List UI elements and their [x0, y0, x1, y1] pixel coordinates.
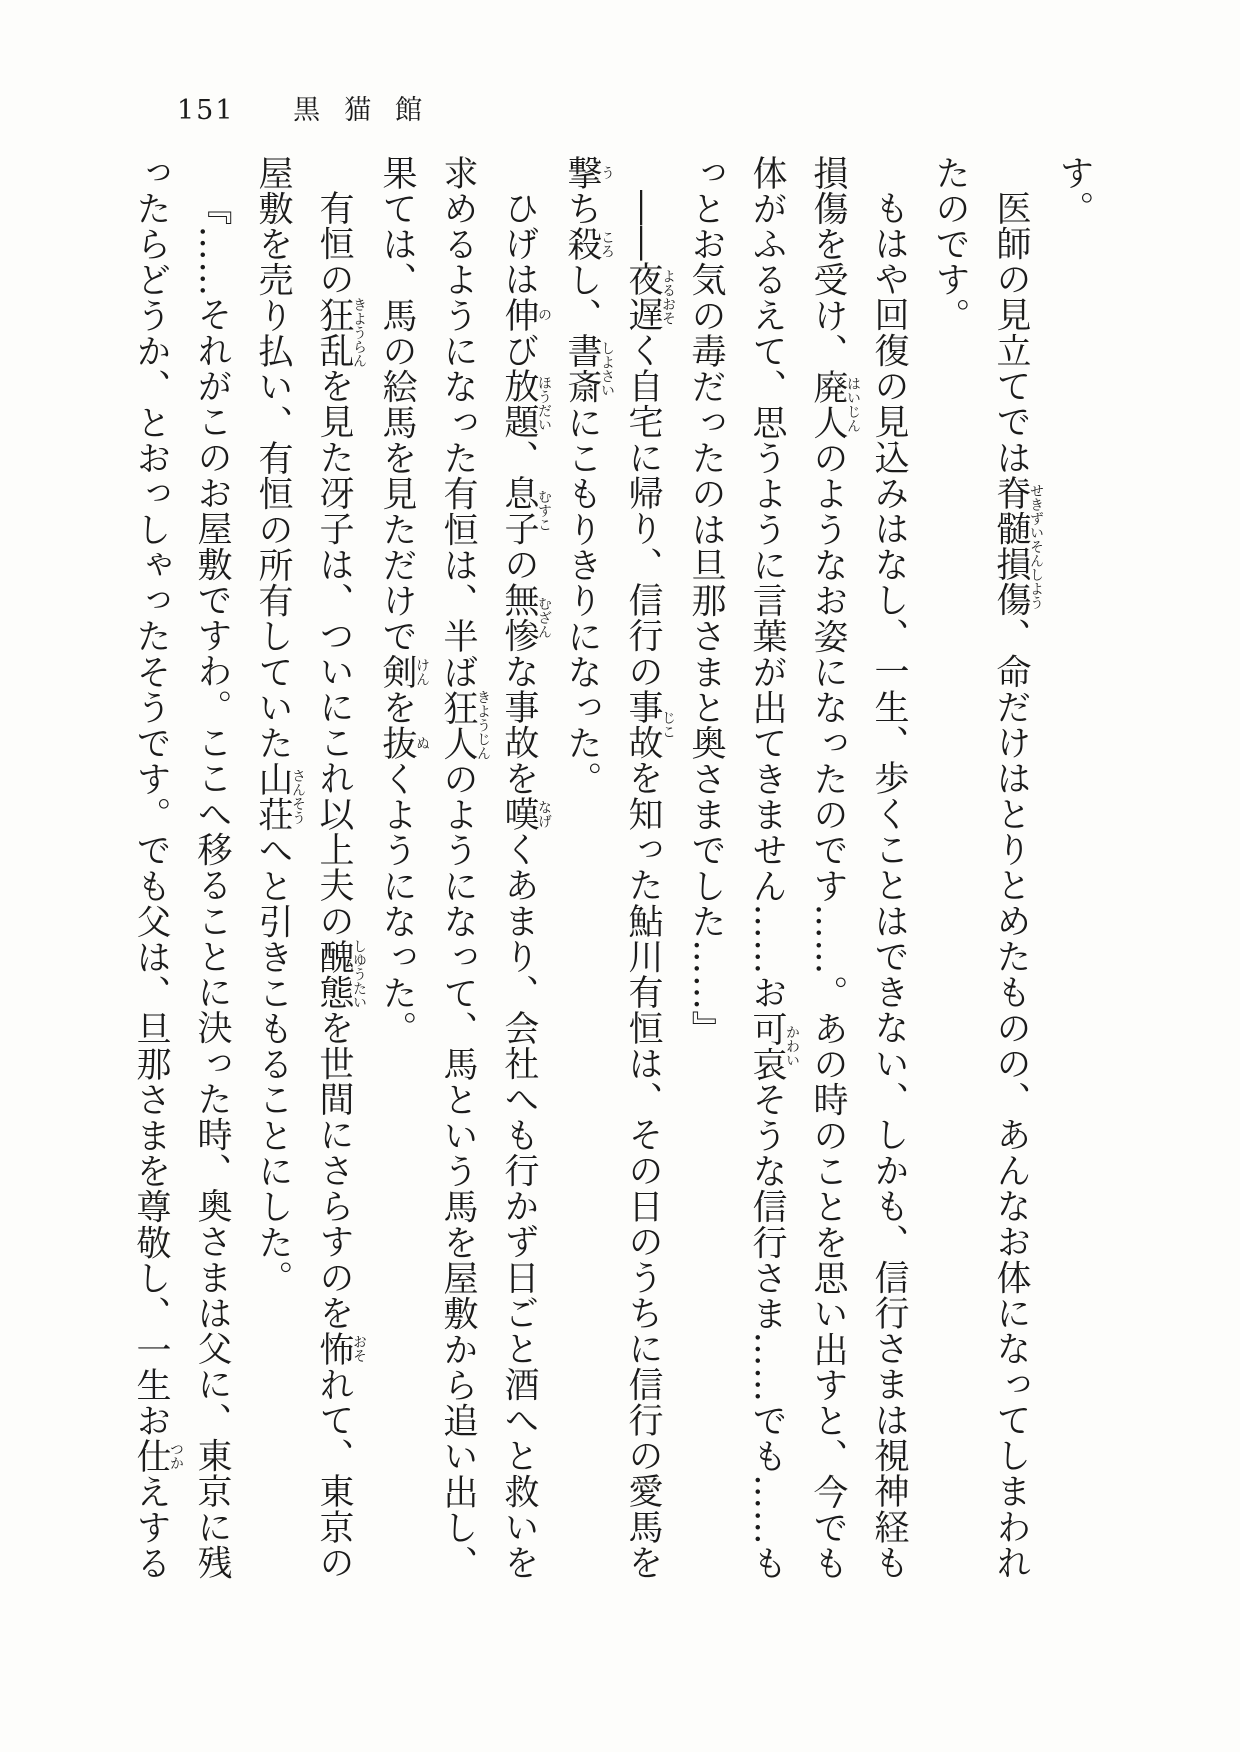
ruby-annotated-word: 事故じこ	[623, 689, 676, 761]
furigana: しゆうたい	[351, 938, 367, 1010]
paragraph: す。	[1054, 155, 1094, 227]
paragraph: ――夜遅よるおそく自宅に帰り、信行の事故じこを知った鮎川有恒は、その日のうちに信行の愛馬を撃うち殺ころし、書斎しよさいにこもりきりになった。	[562, 155, 676, 1581]
ruby-annotated-word: 狂人きようじん	[438, 689, 491, 762]
paragraph: もはや回復の見込みはなし、一生、歩くことはできない、しかも、信行さまは視神経も損傷を受け、廃人はいじんのようなお姿になったのです……。あの時のことを思い出すと、今でも体がふるえて、思うように言葉が出てきません……お可哀かわいそうな信行さま……でも……もっとお気の毒だったのは旦那さまと奥さまでした……』	[686, 155, 909, 1582]
ruby-annotated-word: 嘆なげ	[499, 796, 552, 832]
furigana: けん	[414, 654, 430, 690]
furigana: ほうだい	[536, 368, 552, 440]
furigana: きようらん	[351, 296, 367, 369]
furigana: おそ	[351, 1330, 367, 1367]
furigana: つか	[168, 1438, 184, 1475]
furigana: ころ	[599, 226, 615, 262]
book-title: 黒猫館	[293, 95, 447, 126]
furigana: むざん	[536, 582, 552, 654]
ruby-annotated-word: 可哀かわい	[747, 1010, 800, 1082]
page-header	[177, 97, 446, 124]
ruby-annotated-word: 廃人はいじん	[808, 368, 861, 441]
furigana: う	[599, 155, 615, 191]
furigana: せきずいそんしよう	[1028, 475, 1044, 618]
paragraph: 『……それがこのお屋敷ですわ。ここへ移ることに決った時、奥さまは父に、東京に残ったらどうか、とおっしゃったそうです。でも父は、旦那さまを尊敬し、一生お仕つかえする	[131, 155, 232, 1582]
furigana: むすこ	[536, 475, 552, 547]
paragraph: ひげは伸のび放題ほうだい、息子むすこの無惨むざんな事故を嘆なげくあまり、会社へも行かず日ごと酒へと救いを求めるようになった有恒は、半ば狂人きようじんのようになって、馬という馬を屋敷から追い出し、果ては、馬の絵馬を見ただけで剣けんを抜ぬくようになった。	[377, 155, 552, 1582]
ruby-annotated-word: 怖おそ	[314, 1330, 367, 1367]
ruby-annotated-word: 剣けん	[377, 654, 430, 690]
furigana: はいじん	[845, 368, 861, 441]
text-body	[120, 155, 1104, 1583]
ruby-annotated-word: 仕つか	[131, 1438, 184, 1475]
furigana: きようじん	[475, 689, 491, 762]
furigana: ぬ	[414, 725, 430, 762]
furigana: さんそう	[290, 761, 306, 833]
paragraph: 医師の見立てでは脊髄損傷せきずいそんしよう、命だけはとりとめたものの、あんなお体になってしまわれたのです。	[930, 155, 1044, 1581]
ruby-annotated-word: 殺ころ	[562, 226, 615, 262]
furigana: じこ	[660, 689, 676, 761]
furigana: かわい	[784, 1010, 800, 1082]
ruby-annotated-word: 放題ほうだい	[499, 368, 552, 440]
ruby-annotated-word: 山荘さんそう	[253, 761, 306, 833]
ruby-annotated-word: 書斎しよさい	[562, 333, 615, 405]
ruby-annotated-word: 無惨むざん	[499, 582, 552, 654]
ruby-annotated-word: 伸の	[499, 296, 552, 333]
ruby-annotated-word: 醜態しゆうたい	[314, 938, 367, 1010]
ruby-annotated-word: 抜ぬ	[377, 725, 430, 762]
page-number: 151	[177, 95, 235, 126]
ruby-annotated-word: 狂乱きようらん	[314, 296, 367, 369]
furigana: なげ	[536, 796, 552, 832]
furigana: しよさい	[599, 333, 615, 405]
furigana: の	[536, 296, 552, 333]
ruby-annotated-word: 息子むすこ	[499, 475, 552, 547]
ruby-annotated-word: 撃う	[562, 155, 615, 191]
furigana: よるおそ	[660, 261, 676, 333]
ruby-annotated-word: 脊髄損傷せきずいそんしよう	[991, 475, 1044, 618]
paragraph: 有恒の狂乱きようらんを見た冴子は、ついにこれ以上夫の醜態しゆうたいを世間にさらすのを怖おそれて、東京の屋敷を売り払い、有恒の所有していた山荘さんそうへと引きこもることにした。	[253, 155, 367, 1581]
ruby-annotated-word: 夜遅よるおそ	[623, 261, 676, 333]
